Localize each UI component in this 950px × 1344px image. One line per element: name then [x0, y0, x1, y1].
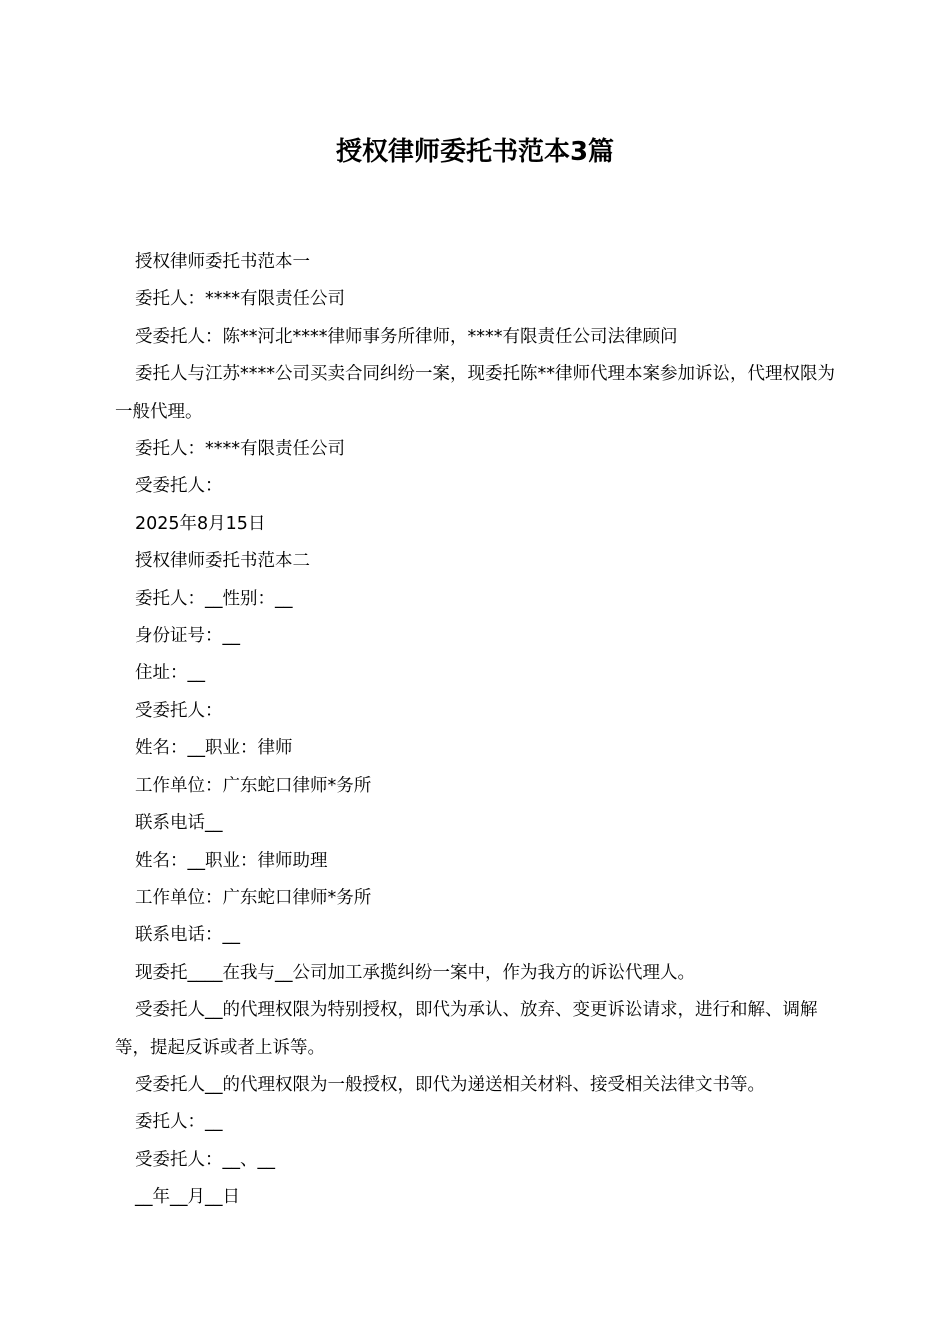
document-body [115, 244, 850, 1217]
section-heading-two: 授权律师委托书范本二 [135, 551, 310, 572]
date-line-two: __年__月__日 [135, 1187, 240, 1208]
agent-one-phone-line: 联系电话__ [135, 813, 223, 834]
address-line: 住址：__ [135, 663, 205, 684]
section-heading-one: 授权律师委托书范本一 [135, 252, 310, 272]
principal-gender-line: 委托人：__性别：__ [135, 588, 293, 609]
agent-line: 受委托人：陈**河北****律师事务所律师，****有限责任公司法律顾问 [135, 326, 678, 347]
id-number-line: 身份证号：__ [135, 626, 240, 647]
agent-one-name-line: 姓名：__职业：律师 [135, 738, 293, 759]
appointment-paragraph: 现委托____在我与__公司加工承揽纠纷一案中，作为我方的诉讼代理人。 [135, 962, 695, 983]
date-line: 2025年8月15日 [135, 513, 266, 534]
principal-line: 委托人：****有限责任公司 [135, 289, 345, 310]
agent-signature-line-two: 受委托人：__、__ [135, 1149, 275, 1170]
agent-two-employer-line: 工作单位：广东蛇口律师*务所 [135, 887, 372, 908]
authorization-paragraph: 委托人与江苏****公司买卖合同纠纷一案，现委托陈**律师代理本案参加诉讼，代理权限为一般代理。 [115, 364, 835, 422]
agent-two-name-line: 姓名：__职业：律师助理 [135, 850, 328, 871]
principal-signature-line: 委托人：****有限责任公司 [135, 439, 345, 460]
agent-one-employer-line: 工作单位：广东蛇口律师*务所 [135, 775, 372, 796]
special-authority-paragraph: 受委托人__的代理权限为特别授权，即代为承认、放弃、变更诉讼请求，进行和解、调解等，提起反诉或者上诉等。 [115, 1000, 818, 1058]
agent-signature-line: 受委托人： [135, 476, 223, 497]
general-authority-paragraph: 受委托人__的代理权限为一般授权，即代为递送相关材料、接受相关法律文书等。 [135, 1074, 765, 1095]
principal-signature-line-two: 委托人：__ [135, 1112, 223, 1133]
document-title: 授权律师委托书范本3篇 [335, 137, 615, 167]
agent-two-phone-line: 联系电话：__ [135, 925, 240, 946]
agent-heading-line: 受委托人： [135, 700, 223, 721]
